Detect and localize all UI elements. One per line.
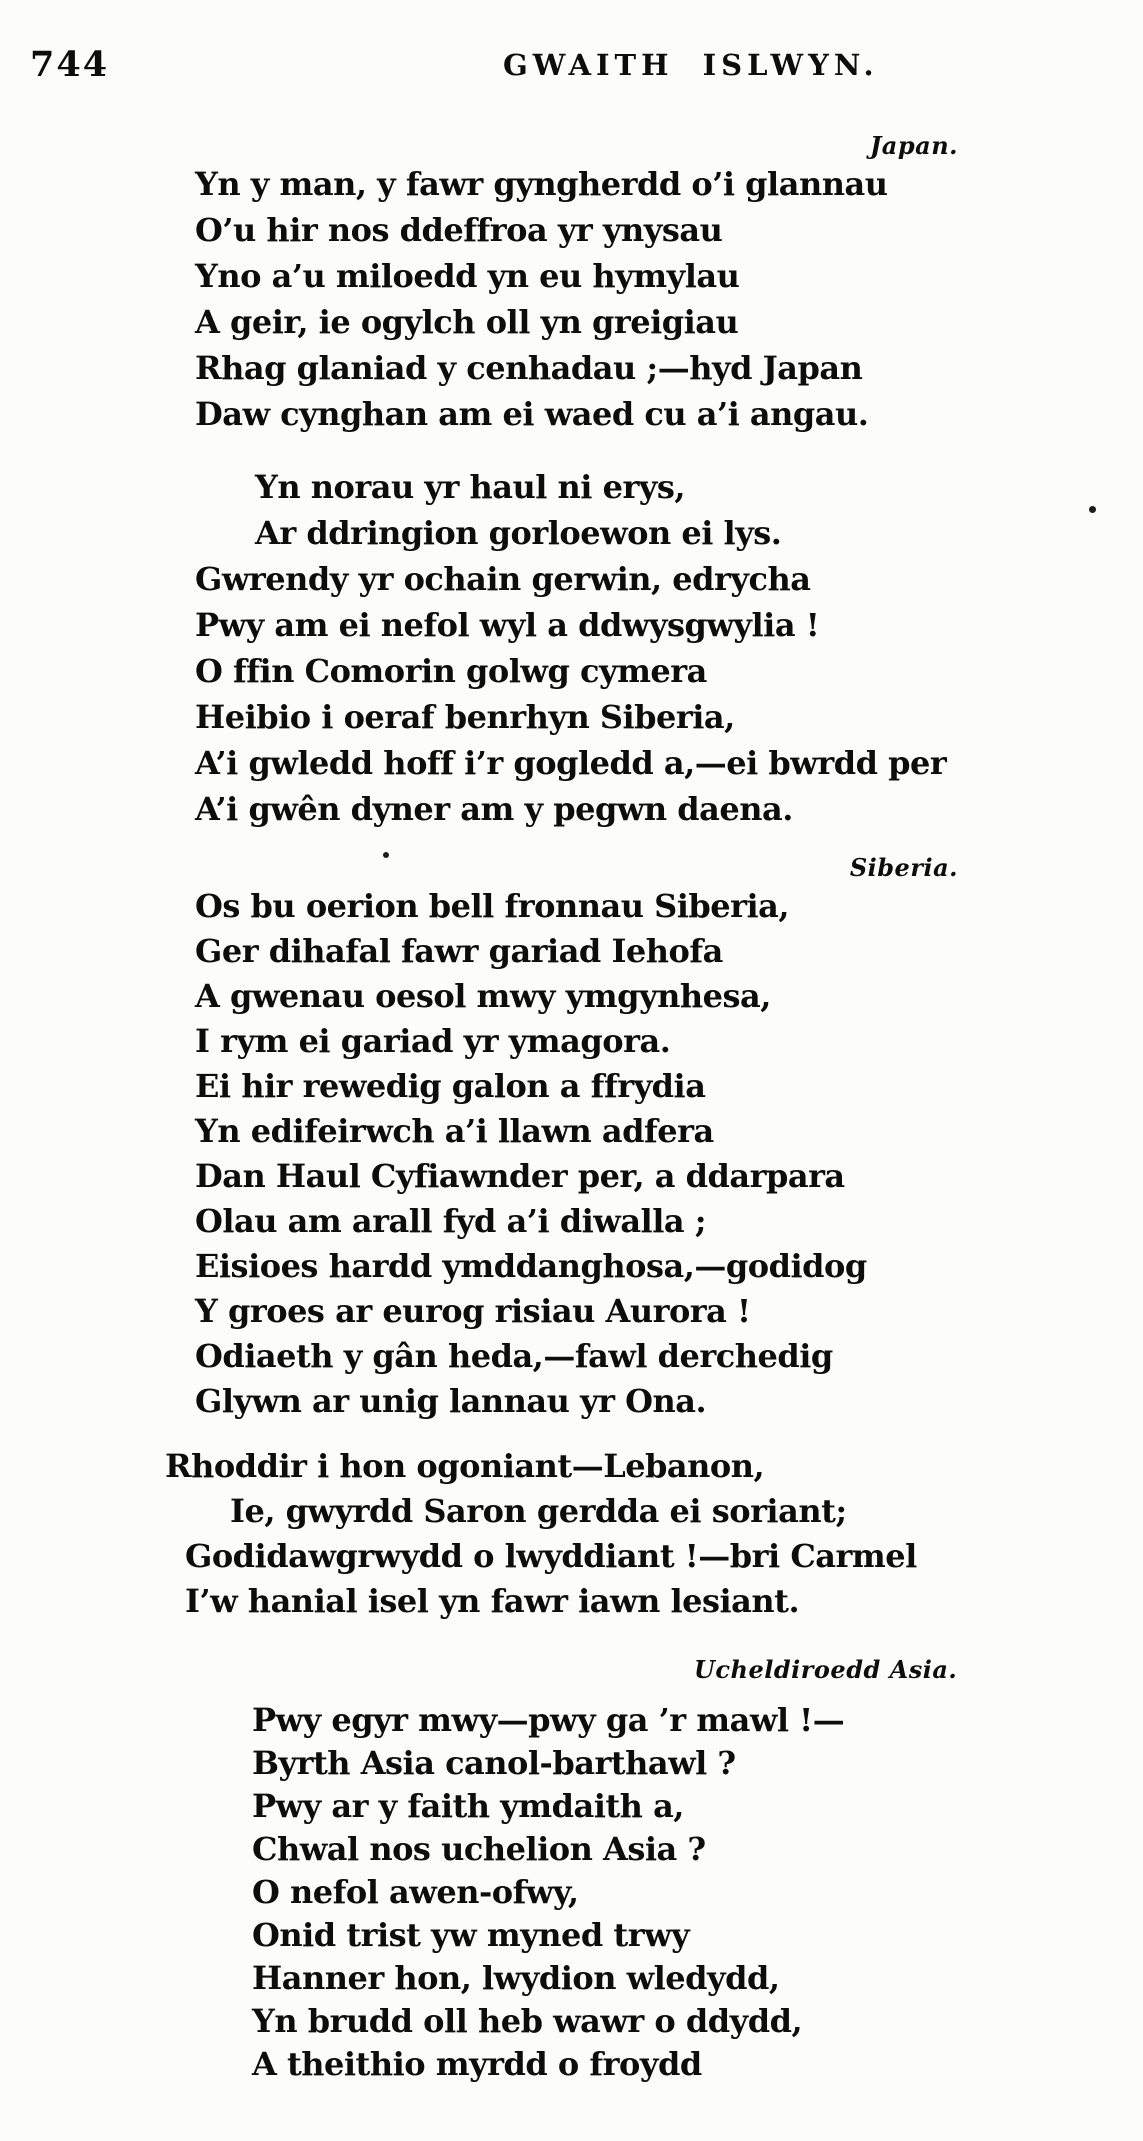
poem-line: Gwrendy yr ochain gerwin, edrycha — [195, 560, 811, 598]
poem-line: A’i gwên dyner am y pegwn daena. — [195, 790, 793, 828]
stanza-siberia-2 — [165, 1444, 917, 1624]
poem-line: Ie, gwyrdd Saron gerdda ei soriant; — [230, 1492, 847, 1530]
poem-heading-ucheldiroedd-asia: Ucheldiroedd Asia. — [694, 1655, 958, 1684]
poem-line: O ffin Comorin golwg cymera — [195, 652, 707, 690]
poem-line: Dan Haul Cyfiawnder per, a ddarpara — [195, 1157, 845, 1195]
poem-line: Odiaeth y gân heda,—fawl derchedig — [195, 1337, 833, 1375]
poem-line: Godidawgrwydd o lwyddiant !—bri Carmel — [185, 1537, 917, 1575]
poem-line: Olau am arall fyd a’i diwalla ; — [195, 1202, 707, 1240]
stanza-japan-1 — [195, 161, 887, 437]
poem-heading-siberia: Siberia. — [849, 853, 958, 882]
poem-line: Heibio i oeraf benrhyn Siberia, — [195, 698, 735, 736]
poem-line: A theithio myrdd o froydd — [252, 2045, 702, 2083]
running-title: GWAITH ISLWYN. — [503, 48, 879, 82]
poem-line: A gwenau oesol mwy ymgynhesa, — [195, 977, 771, 1015]
poem-line: Rhoddir i hon ogoniant—Lebanon, — [165, 1447, 765, 1485]
poem-line: Pwy am ei nefol wyl a ddwysgwylia ! — [195, 606, 820, 644]
poem-line: Hanner hon, lwydion wledydd, — [252, 1959, 780, 1997]
poem-heading-japan: Japan. — [869, 131, 958, 160]
poem-line: Daw cynghan am ei waed cu a’i angau. — [195, 395, 869, 433]
page-number: 744 — [30, 44, 110, 85]
poem-line: Yno a’u miloedd yn eu hymylau — [195, 257, 740, 295]
poem-line: Rhag glaniad y cenhadau ;—hyd Japan — [195, 349, 863, 387]
poem-line: A’i gwledd hoff i’r gogledd a,—ei bwrdd per — [195, 744, 947, 782]
poem-line: Pwy ar y faith ymdaith a, — [252, 1787, 684, 1825]
poem-line: Yn brudd oll heb wawr o ddydd, — [252, 2002, 803, 2040]
poem-line: Eisioes hardd ymddanghosa,—godidog — [195, 1247, 867, 1285]
poem-line: Pwy egyr mwy—pwy ga ’r mawl !— — [252, 1701, 845, 1739]
stanza-asia-1 — [252, 1699, 844, 2086]
poem-line: Yn edifeirwch a’i llawn adfera — [195, 1112, 714, 1150]
poem-line: Ger dihafal fawr gariad Iehofa — [195, 932, 723, 970]
poem-line: Yn norau yr haul ni erys, — [255, 468, 686, 506]
poem-line: Os bu oerion bell fronnau Siberia, — [195, 887, 789, 925]
poem-line: Ei hir rewedig galon a ffrydia — [195, 1067, 706, 1105]
scan-speck — [383, 852, 389, 858]
poem-line: I rym ei gariad yr ymagora. — [195, 1022, 671, 1060]
stanza-siberia-1 — [195, 884, 867, 1424]
scan-speck — [1089, 506, 1096, 513]
poem-line: O nefol awen-ofwy, — [252, 1873, 579, 1911]
poem-line: I’w hanial isel yn fawr iawn lesiant. — [185, 1582, 800, 1620]
poem-line: Onid trist yw myned trwy — [252, 1916, 690, 1954]
poem-line: Y groes ar eurog risiau Aurora ! — [195, 1292, 751, 1330]
poem-line: Glywn ar unig lannau yr Ona. — [195, 1382, 707, 1420]
poem-line: Yn y man, y fawr gyngherdd o’i glannau — [195, 165, 888, 203]
poem-line: Byrth Asia canol-barthawl ? — [252, 1744, 736, 1782]
poem-line: Ar ddringion gorloewon ei lys. — [255, 514, 782, 552]
poem-line: Chwal nos uchelion Asia ? — [252, 1830, 706, 1868]
poem-line: O’u hir nos ddeffroa yr ynysau — [195, 211, 723, 249]
stanza-japan-2 — [195, 464, 946, 832]
poem-line: A geir, ie ogylch oll yn greigiau — [195, 303, 739, 341]
